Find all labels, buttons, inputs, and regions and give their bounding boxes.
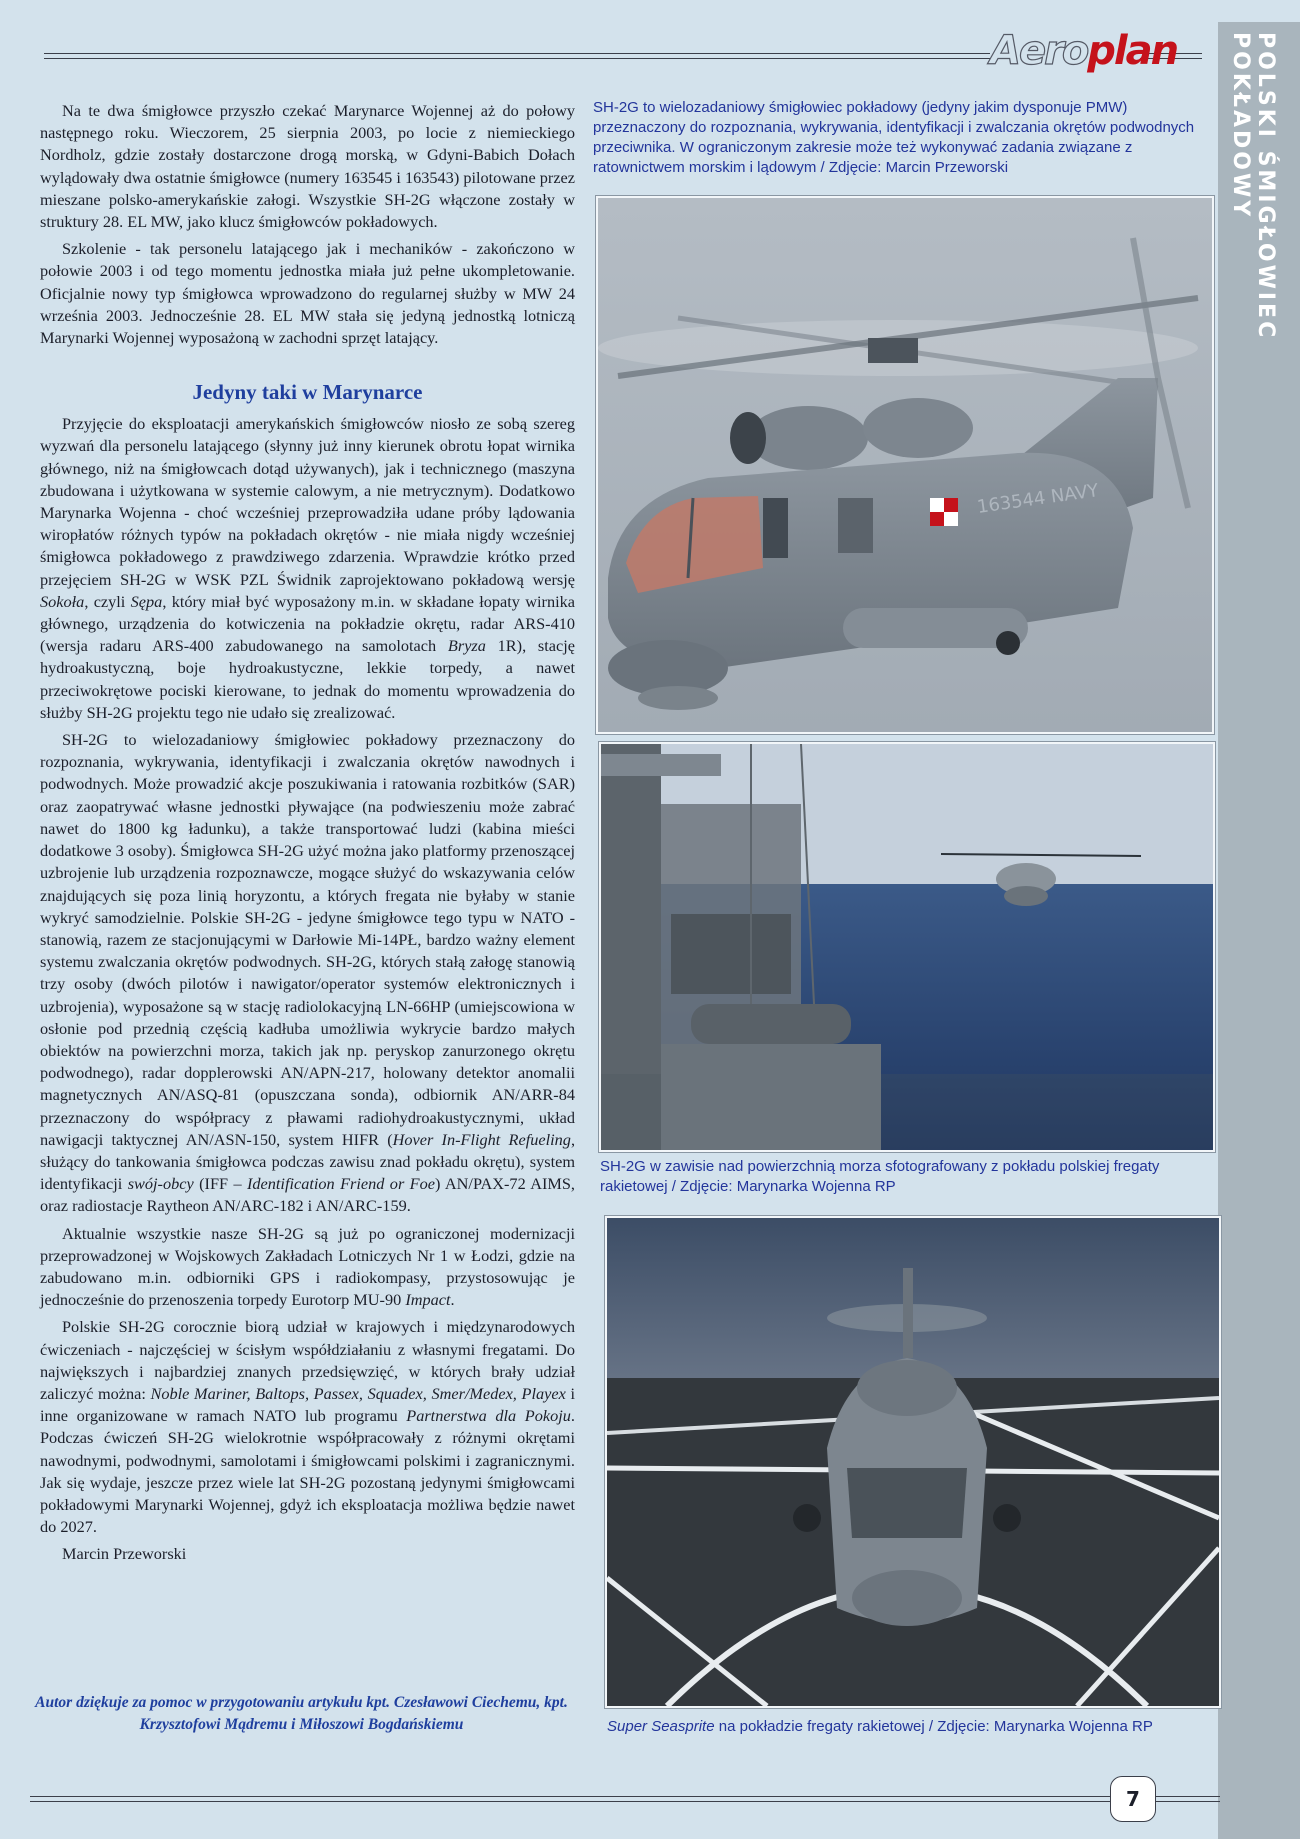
page-number: 7 — [1110, 1776, 1156, 1822]
paragraph-2: Szkolenie - tak personelu latającego jak i mechaników - zakończono w połowie 2003 i od tego momentu jednostka miała już pełne ukompletowanie. Oficjalnie nowy typ śmigłowca wprowadzono do regularnej służby w MW 24 września 2003. Jednocześnie 28. EL MW stała się jedyną jednostką lotniczą Marynarki Wojennej wyposażoną w zachodni sprzęt latający. — [40, 239, 575, 348]
photo-3-caption: Super Seasprite na pokładzie fregaty rakietowej / Zdjęcie: Marynarka Wojenna RP — [607, 1718, 1153, 1735]
paragraph-1: Na te dwa śmigłowce przyszło czekać Marynarce Wojennej aż do połowy następnego roku. Wieczorem, 25 sierpnia 2003, po locie z niemieckiego Nordholz, gdzie zostały dostarczone drogą morską, w Gdyni-Babich Dołach wylądowały dwa ostatnie śmigłowce (numery 163545 i 163543) pilotowane przez mieszane polsko-amerykańskie załogi. Wszystkie SH-2G włączone zostały w struktury 28. EL MW, jako klucz śmigłowców pokładowych. — [40, 101, 575, 232]
paragraph-4: SH-2G to wielozadaniowy śmigłowiec pokładowy przeznaczony do rozpoznania, wykrywania, identyfikacji i zwalczania okrętów nawodnych i podwodnych. Może prowadzić akcje poszukiwania i ratowania rozbitków (SAR) oraz zaopatrywać własne jednostki pływające (na podwieszeniu może zabrać nawet do 1800 kg ładunku), a także transportować ludzi (kabina mieści dodatkowe 3 osoby). Śmigłowca SH-2G użyć można jako platformy przenoszącej uzbrojenie lub urządzenia rozpoznawcze, mogące służyć do wskazywania celów znajdujących się poza linią horyzontu, a których fregata nie byłaby w stanie wykryć samodzielnie. Polskie SH-2G - jedyne śmigłowce tego typu w NATO - stanowią, razem ze stacjonującymi w Darłowie Mi-14PŁ, bardzo ważny element systemu zwalczania okrętów podwodnych. SH-2G, których stałą załogę stanowią trzy osoby (dwóch pilotów i nawigator/operator systemów elektronicznych i uzbrojenia), wyposażone są w stację radiolokacyjną LN-66HP (umiejscowiona w osłonie pod przednią częścią kadłuba umożliwia wykrycie bardzo małych obiektów na powierzchni morza, takich jak np. peryskop zanurzonego okrętu podwodnego), radar dopplerowski AN/APN-217, holowany detektor anomalii magnetycznych AN/ASQ-81 (opuszczana sonda), odbiornik AN/ARR-84 przeznaczony do współpracy z pławami radiohydroakustycznymi, układ nawigacji taktycznej AN/ASN-150, system HIFR (Hover In-Flight Refueling, służący do tankowania śmigłowca podczas zawisu znad pokładu okrętu), system identyfikacji swój-obcy (IFF – Identification Friend or Foe) AN/PAX-72 AIMS, oraz radiostacje Raytheon AN/ARC-182 i AN/ARC-159. — [40, 730, 576, 1216]
photo-helicopter-over-sea — [599, 742, 1215, 1152]
aeroplan-logo: Aeroplan — [990, 28, 1178, 74]
acknowledgement: Autor dziękuje za pomoc w przygotowaniu artykułu kpt. Czesławowi Ciechemu, kpt. Krzysztofowi Mądremu i Miłoszowi Bogdańskiemu — [35, 1694, 568, 1733]
article-column — [40, 100, 575, 1571]
section-title-vertical: POLSKI ŚMIGŁOWIEC POKŁADOWY — [1228, 32, 1278, 341]
photo-helicopter-on-deck — [605, 1216, 1221, 1708]
section-heading: Jedyny taki w Marynarce — [192, 380, 423, 405]
paragraph-6: Polskie SH-2G corocznie biorą udział w krajowych i międzynarodowych ćwiczeniach - najczęściej w ścisłym współdziałaniu z własnymi fregatami. Do największych i najbardziej znanych przedsięwzięć, w których brały udział zaliczyć można: Noble Mariner, Baltops, Passex, Squadex, Smer/Medex, Playex i inne organizowane w ramach NATO lub programu Partnerstwa dla Pokoju. Podczas ćwiczeń SH-2G wielokrotnie współpracowały z różnymi okrętami nawodnymi, podwodnymi, samolotami i śmigłowcami polskimi i zagranicznymi. Jak się wydaje, jeszcze przez wiele lat SH-2G pozostaną jedynymi śmigłowcami pokładowymi Marynarki Wojennej, gdyż ich eksploatacja możliwa będzie nawet do 2027. — [40, 1317, 575, 1537]
bottom-rule — [30, 1796, 1220, 1802]
paragraph-5: Aktualnie wszystkie nasze SH-2G są już po ograniczonej modernizacji przeprowadzonej w Wojskowych Zakładach Lotniczych Nr 1 w Łodzi, gdzie na zabudowano m.in. odbiorniki GPS i radiokompasy, przystosowując je jednocześnie do przenoszenia torpedy Eurotorp MU-90 Impact. — [40, 1223, 575, 1310]
photo-helicopter-in-flight — [596, 196, 1214, 734]
tail-number-marking: 163544 NAVY — [975, 480, 1100, 518]
paragraph-3: Przyjęcie do eksploatacji amerykańskich śmigłowców niosło ze sobą szereg wyzwań dla personelu latającego (słynny już inny kierunek obrotu łopat wirnika głównego, niż na śmigłowcach dotąd używanych), jak i technicznego (maszyna zbudowana i użytkowana w systemie calowym, a nie metrycznym). Dodatkowo Marynarka Wojenna - choć wcześniej przeprowadziła udane próby lądowania wiropłatów różnych typów na pokładach okrętów - nie miała nigdy wcześniej śmigłowca pokładowego z prawdziwego zdarzenia. Wprawdzie krótko przed przejęciem SH-2G w WSK PZL Świdnik zaprojektowano pokładową wersję Sokoła, czyli Sępa, który miał być wyposażony m.in. w składane łopaty wirnika głównego, urządzenia do kotwiczenia na pokładzie okrętu, radar ARS-410 (wersja radaru ARS-400 zabudowanego na samolotach Bryza 1R), stację hydroakustyczną, boje hydroakustyczne, lekkie torpedy, a nawet przeciwokrętowe pociski kierowane, to jednak do momentu wprowadzenia do służby SH-2G projektu tego nie udało się zrealizować. — [40, 414, 575, 722]
photo-2-caption: SH-2G w zawisie nad powierzchnią morza sfotografowany z pokładu polskiej fregaty rakietowej / Zdjęcie: Marynarka Wojenna RP — [600, 1158, 1160, 1195]
author-signature: Marcin Przeworski — [62, 1544, 187, 1564]
photo-1-caption: SH-2G to wielozadaniowy śmigłowiec pokładowy (jedyny jakim dysponuje PMW) przeznaczony do rozpoznania, wykrywania, identyfikacji i zwalczania okrętów podwodnych przeciwnika. W ograniczonym zakresie może też wykonywać zadania związane z ratownictwem morskim i lądowym / Zdjęcie: Marcin Przeworski — [593, 99, 1195, 176]
